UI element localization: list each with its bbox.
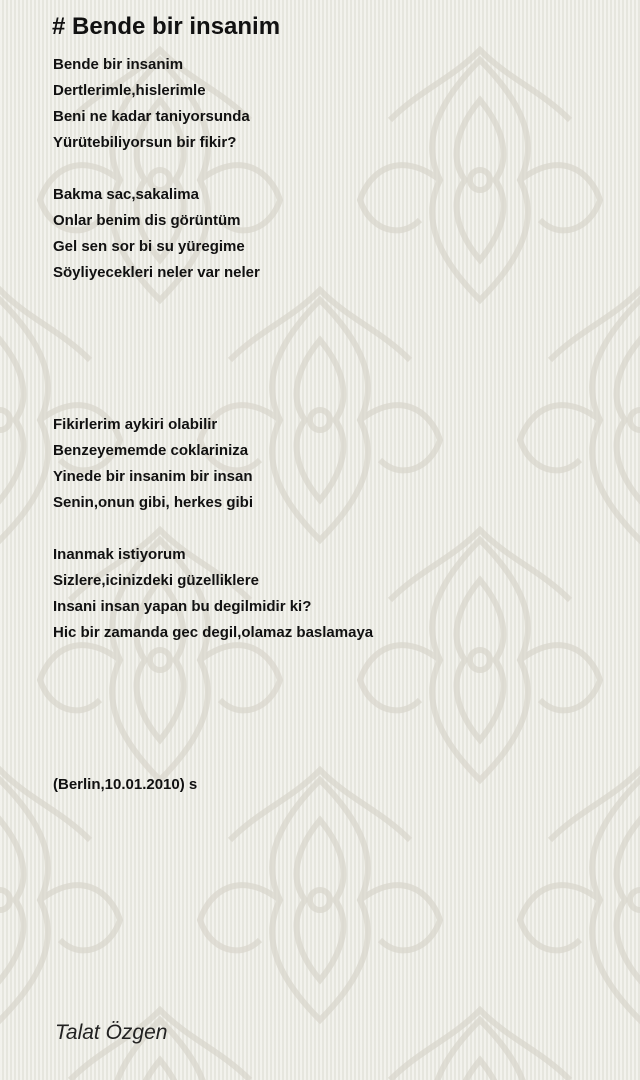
- poem-line: Yürütebiliyorsun bir fikir?: [53, 134, 237, 151]
- poem-line: Onlar benim dis görüntüm: [53, 212, 241, 229]
- poem-line: Bakma sac,sakalima: [53, 186, 199, 203]
- poem-line: Beni ne kadar taniyorsunda: [53, 108, 250, 125]
- poem-line: Hic bir zamanda gec degil,olamaz baslamaya: [53, 624, 374, 641]
- poem-line: Inanmak istiyorum: [53, 546, 186, 563]
- poem-line: Gel sen sor bi su yüregime: [53, 238, 245, 255]
- poem-line: Senin,onun gibi, herkes gibi: [53, 494, 254, 511]
- poem-line: Söyliyecekleri neler var neler: [53, 264, 260, 281]
- poem-line: Yinede bir insanim bir insan: [53, 468, 253, 485]
- poem-author: Talat Özgen: [55, 1021, 168, 1044]
- poem-line: Fikirlerim aykiri olabilir: [53, 416, 218, 433]
- poem-line: Dertlerimle,hislerimle: [53, 82, 206, 99]
- poem-line: Bende bir insanim: [53, 56, 184, 73]
- poem-line: Benzeyememde coklariniza: [53, 442, 249, 459]
- poem-title: # Bende bir insanim: [52, 13, 281, 40]
- poem-date-line: (Berlin,10.01.2010) s: [53, 776, 198, 793]
- poem-line: Insani insan yapan bu degilmidir ki?: [53, 598, 312, 615]
- poem-line: Sizlere,icinizdeki güzelliklere: [53, 572, 259, 589]
